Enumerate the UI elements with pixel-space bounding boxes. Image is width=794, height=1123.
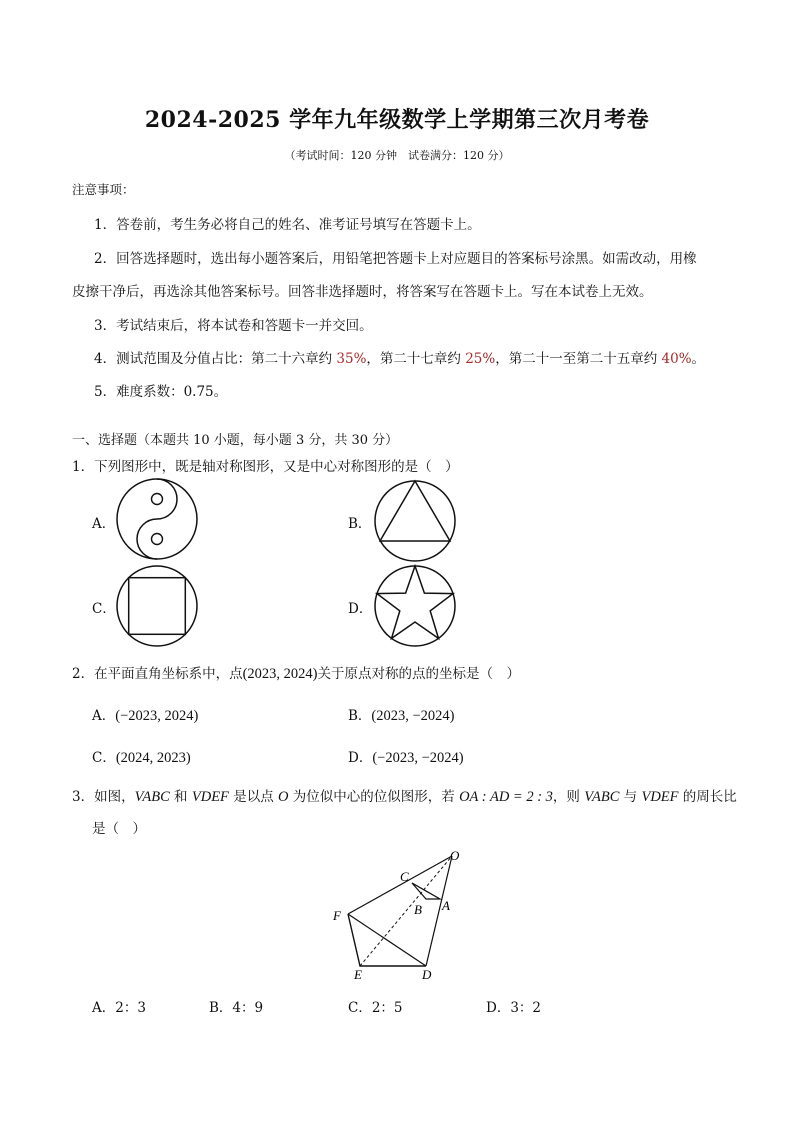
line-f-o xyxy=(348,856,452,914)
q2-point: (2023, 2024) xyxy=(242,666,318,682)
q3-text-6: 与 xyxy=(619,789,642,805)
q2-option-b-value: (2023, −2024) xyxy=(371,708,455,724)
q2-stem xyxy=(72,662,520,683)
q3-option-d: D．3：2 xyxy=(486,1000,542,1016)
q3-triangle-abc-2: VABC xyxy=(584,789,620,805)
q3-option-b: B．4：9 xyxy=(209,1000,264,1016)
homothety-figure xyxy=(330,848,470,983)
q2-option-c-label: C． xyxy=(92,750,116,766)
exam-info: （考试时间：120 分钟 试卷满分：120 分） xyxy=(284,149,510,162)
label-f: F xyxy=(333,908,341,923)
q1-option-d-label: D． xyxy=(348,601,373,617)
q3-option-c: C．2：5 xyxy=(348,1000,403,1016)
q3-center-o: O xyxy=(278,789,289,805)
q1-option-a-label: A． xyxy=(92,516,116,532)
q2-option-c-value: (2024, 2023) xyxy=(115,750,191,766)
q3-text-4: 为位似中心的位似图形，若 xyxy=(288,789,460,805)
q2-stem-b: 关于原点对称的点的坐标是（ ） xyxy=(317,666,521,682)
q3-triangle-def: VDEF xyxy=(191,789,229,805)
pct-ch27: 25% xyxy=(465,351,496,367)
q3-stem-line2: 是（ ） xyxy=(92,821,146,837)
star-in-circle-figure xyxy=(373,564,457,648)
note-item-4-text-c: ，第二十一至第二十五章约 xyxy=(495,351,662,367)
q3-text-2: 和 xyxy=(169,789,192,805)
page-title: 2024-2025 学年九年级数学上学期第三次月考卷 xyxy=(144,107,650,133)
square-in-circle-figure xyxy=(115,564,199,648)
q3-stem-line1 xyxy=(72,785,737,806)
q3-ratio: OA : AD = 2 : 3 xyxy=(459,789,553,805)
q2-option-d xyxy=(348,746,464,767)
label-c: C xyxy=(400,869,409,884)
triangle-in-circle-figure xyxy=(373,479,457,563)
note-item-4-text-d: 。 xyxy=(691,351,706,367)
q3-text-1: 3．如图， xyxy=(72,789,135,805)
note-item-4-text-b: ，第二十七章约 xyxy=(366,351,466,367)
label-e: E xyxy=(354,967,362,982)
pct-ch26: 35% xyxy=(336,351,367,367)
q1-stem: 1．下列图形中，既是轴对称图形，又是中心对称图形的是（ ） xyxy=(72,459,459,475)
line-c-a xyxy=(412,883,440,899)
section-heading: 一、选择题（本题共 10 小题，每小题 3 分，共 30 分） xyxy=(72,433,399,448)
note-item-2-line2: 皮擦干净后，再选涂其他答案标号。回答非选择题时，将答案写在答题卡上。写在本试卷上无效。 xyxy=(72,284,653,300)
pct-ch21-25: 40% xyxy=(661,351,692,367)
note-item-1: 1．答卷前，考生务必将自己的姓名、准考证号填写在答题卡上。 xyxy=(94,217,481,233)
note-item-5: 5．难度系数：0.75。 xyxy=(94,384,228,400)
label-a: A xyxy=(442,898,450,913)
note-item-4-text-a: 4．测试范围及分值占比：第二十六章约 xyxy=(94,351,337,367)
q2-option-d-value: (−2023, −2024) xyxy=(372,750,464,766)
label-b: B xyxy=(414,902,422,917)
q2-option-b-label: B． xyxy=(348,708,372,724)
q2-option-b xyxy=(348,704,455,725)
q3-text-3: 是以点 xyxy=(228,789,278,805)
q2-option-c xyxy=(92,746,191,767)
q1-option-b-label: B． xyxy=(348,516,372,532)
q3-text-7: 的周长比 xyxy=(678,789,737,805)
note-item-4 xyxy=(94,347,705,367)
line-f-d xyxy=(348,914,426,966)
q3-option-a: A．2：3 xyxy=(92,1000,146,1016)
label-d: D xyxy=(422,967,432,982)
q2-stem-a: 2．在平面直角坐标系中，点 xyxy=(72,666,243,682)
q3-text-5: ，则 xyxy=(552,789,585,805)
q2-option-a-value: (−2023, 2024) xyxy=(115,708,199,724)
note-item-3: 3．考试结束后，将本试卷和答题卡一并交回。 xyxy=(94,318,373,334)
q3-triangle-def-2: VDEF xyxy=(641,789,679,805)
label-o: O xyxy=(450,848,460,863)
q3-triangle-abc: VABC xyxy=(134,789,170,805)
q1-option-c-label: C． xyxy=(92,601,116,617)
q2-option-a-label: A． xyxy=(92,708,116,724)
note-item-2-line1: 2．回答选择题时，选出每小题答案后，用铅笔把答题卡上对应题目的答案标号涂黑。如需改动，用橡 xyxy=(94,251,697,267)
q2-option-a xyxy=(92,704,198,725)
notes-heading: 注意事项： xyxy=(72,182,135,197)
yin-yang-figure xyxy=(115,477,199,561)
q2-option-d-label: D． xyxy=(348,750,373,766)
